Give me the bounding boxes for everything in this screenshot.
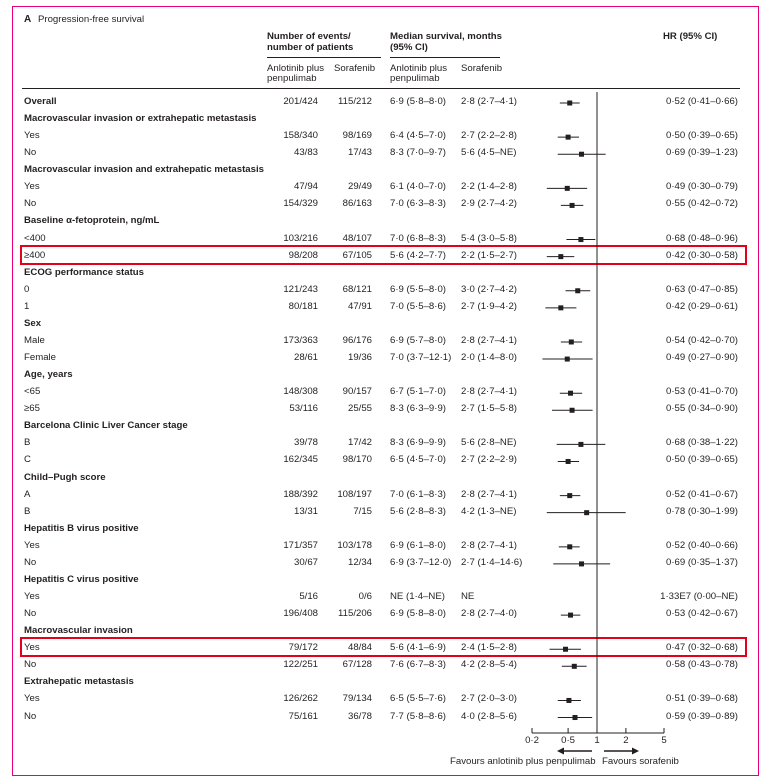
category-label: Child–Pugh score bbox=[24, 471, 106, 483]
median-header-line2: (95% CI) bbox=[390, 42, 428, 53]
hr-point bbox=[566, 459, 571, 464]
cell-ev-a: 79/172 bbox=[288, 642, 318, 654]
cell-ev-a: 5/16 bbox=[299, 591, 318, 603]
cell-med-b: 2·8 (2·7–4·1) bbox=[461, 488, 517, 500]
cell-ev-b: 29/49 bbox=[347, 181, 372, 193]
cell-ev-b: 108/197 bbox=[337, 488, 372, 500]
cell-hr: 0·55 (0·42–0·72) bbox=[666, 198, 738, 210]
hr-point bbox=[565, 357, 570, 362]
cell-ev-b: 98/169 bbox=[342, 130, 372, 142]
hr-point bbox=[578, 442, 583, 447]
row-label: No bbox=[24, 710, 37, 722]
cell-ev-a: 171/357 bbox=[283, 539, 318, 551]
hr-point bbox=[568, 613, 573, 618]
cell-med-b: 2·7 (2·2–2·9) bbox=[461, 454, 517, 466]
row-label: No bbox=[24, 198, 37, 210]
hr-point bbox=[584, 510, 589, 515]
cell-med-b: 5·4 (3·0–5·8) bbox=[461, 232, 517, 244]
cell-med-a: 7·0 (6·3–8·3) bbox=[390, 198, 446, 210]
cell-ev-a: 148/308 bbox=[283, 386, 318, 398]
hr-point bbox=[567, 493, 572, 498]
cell-med-b: 2·7 (2·2–2·8) bbox=[461, 130, 517, 142]
cell-hr: 0·51 (0·39–0·68) bbox=[666, 693, 738, 705]
cell-med-b: 2·7 (2·0–3·0) bbox=[461, 693, 517, 705]
row-label: Yes bbox=[24, 693, 40, 705]
hr-point bbox=[579, 561, 584, 566]
cell-hr: 0·49 (0·27–0·90) bbox=[666, 352, 738, 364]
cell-ev-a: 121/243 bbox=[283, 283, 318, 295]
row-label: A bbox=[24, 488, 31, 500]
cell-ev-a: 53/116 bbox=[289, 403, 318, 415]
cell-med-b: 5·6 (4·5–NE) bbox=[461, 147, 517, 159]
cell-med-a: 7·0 (5·5–8·6) bbox=[390, 300, 446, 312]
cell-ev-a: 196/408 bbox=[283, 608, 318, 620]
cell-med-a: 6·7 (5·1–7·0) bbox=[390, 386, 446, 398]
median-arm-a-line2: penpulimab bbox=[390, 73, 440, 84]
cell-ev-a: 75/161 bbox=[288, 710, 318, 722]
hr-point bbox=[570, 408, 575, 413]
cell-ev-b: 47/91 bbox=[347, 300, 372, 312]
cell-med-b: 4·0 (2·8–5·6) bbox=[461, 710, 517, 722]
cell-hr: 0·68 (0·38–1·22) bbox=[666, 437, 738, 449]
cell-med-a: 6·9 (5·8–8·0) bbox=[390, 608, 446, 620]
cell-med-a: NE (1·4–NE) bbox=[390, 591, 445, 603]
hr-point bbox=[563, 647, 568, 652]
cell-ev-b: 68/121 bbox=[342, 283, 372, 295]
row-label: ≥65 bbox=[24, 403, 40, 415]
cell-med-b: 2·8 (2·7–4·1) bbox=[461, 334, 517, 346]
cell-hr: 0·52 (0·41–0·66) bbox=[666, 96, 738, 107]
cell-med-b: 2·7 (1·4–14·6) bbox=[461, 556, 523, 568]
cell-hr: 0·53 (0·41–0·70) bbox=[666, 386, 738, 398]
favours-left-label: Favours anlotinib plus penpulimab bbox=[450, 756, 596, 767]
row-label: B bbox=[24, 437, 31, 449]
favours-right-label: Favours sorafenib bbox=[602, 756, 679, 767]
cell-med-a: 6·5 (4·5–7·0) bbox=[390, 454, 446, 466]
cell-ev-b: 7/15 bbox=[353, 505, 372, 517]
cell-med-a: 7·0 (3·7–12·1) bbox=[390, 352, 452, 364]
cell-hr: 0·69 (0·39–1·23) bbox=[666, 147, 738, 159]
cell-ev-b: 98/170 bbox=[342, 454, 372, 466]
events-arm-b: Sorafenib bbox=[334, 63, 376, 74]
cell-ev-b: 67/105 bbox=[342, 249, 372, 261]
events-header-line2: number of patients bbox=[267, 42, 354, 53]
panel-title: Progression-free survival bbox=[38, 14, 145, 25]
hr-point bbox=[566, 698, 571, 703]
cell-ev-a: 173/363 bbox=[283, 334, 318, 346]
cell-ev-a: 154/329 bbox=[283, 198, 318, 210]
cell-ev-b: 90/157 bbox=[342, 386, 372, 398]
hr-header: HR (95% CI) bbox=[663, 31, 718, 42]
row-label: No bbox=[24, 147, 37, 159]
cell-ev-b: 79/134 bbox=[342, 693, 372, 705]
median-header-line1: Median survival, months bbox=[390, 31, 502, 42]
hr-point bbox=[569, 339, 574, 344]
hr-point bbox=[567, 544, 572, 549]
cell-ev-b: 17/43 bbox=[347, 147, 372, 159]
cell-med-a: 6·9 (5·7–8·0) bbox=[390, 334, 446, 346]
row-label: <65 bbox=[24, 386, 41, 398]
cell-med-a: 8·3 (7·0–9·7) bbox=[390, 147, 446, 159]
row-label: <400 bbox=[24, 232, 46, 244]
cell-med-a: 7·6 (6·7–8·3) bbox=[390, 659, 446, 671]
hr-point bbox=[558, 254, 563, 259]
cell-ev-a: 80/181 bbox=[288, 300, 318, 312]
hr-point bbox=[575, 288, 580, 293]
row-label: Yes bbox=[24, 181, 40, 193]
cell-med-b: 2·8 (2·7–4·0) bbox=[461, 608, 517, 620]
cell-med-a: 6·1 (4·0–7·0) bbox=[390, 181, 446, 193]
cell-ev-b: 115/212 bbox=[338, 96, 372, 107]
cell-med-b: 4·2 (2·8–5·4) bbox=[461, 659, 517, 671]
category-label: Sex bbox=[24, 317, 42, 329]
cell-ev-a: 43/83 bbox=[293, 147, 318, 159]
favours-left-arrowhead bbox=[557, 748, 564, 755]
category-label: Baseline α-fetoprotein, ng/mL bbox=[24, 215, 160, 227]
hr-point bbox=[570, 203, 575, 208]
hr-point bbox=[567, 101, 572, 106]
cell-ev-a: 39/78 bbox=[293, 437, 318, 449]
cell-ev-b: 67/128 bbox=[342, 659, 372, 671]
cell-hr: 0·63 (0·47–0·85) bbox=[666, 283, 738, 295]
cell-hr: 0·59 (0·39–0·89) bbox=[666, 710, 738, 722]
category-label: Barcelona Clinic Liver Cancer stage bbox=[24, 420, 188, 432]
cell-med-b: 2·9 (2·7–4·2) bbox=[461, 198, 517, 210]
category-label: Age, years bbox=[24, 369, 73, 381]
cell-hr: 0·42 (0·30–0·58) bbox=[666, 249, 738, 261]
events-arm-a-line2: penpulimab bbox=[267, 73, 317, 84]
cell-hr: 0·52 (0·40–0·66) bbox=[666, 539, 738, 551]
cell-ev-a: 28/61 bbox=[293, 352, 318, 364]
events-header-line1: Number of events/ bbox=[267, 31, 351, 42]
cell-med-a: 6·4 (4·5–7·0) bbox=[390, 130, 446, 142]
cell-hr: 0·54 (0·42–0·70) bbox=[666, 334, 738, 346]
cell-ev-a: 122/251 bbox=[283, 659, 318, 671]
category-label: Macrovascular invasion or extrahepatic metastasis bbox=[24, 113, 257, 125]
cell-hr: 0·55 (0·34–0·90) bbox=[666, 403, 738, 415]
cell-med-b: 2·8 (2·7–4·1) bbox=[461, 386, 517, 398]
cell-ev-a: 126/262 bbox=[283, 693, 318, 705]
x-tick-label: 2 bbox=[623, 735, 629, 746]
row-label: No bbox=[24, 659, 37, 671]
cell-hr: 0·68 (0·48–0·96) bbox=[666, 232, 738, 244]
row-label: C bbox=[24, 454, 31, 466]
cell-ev-b: 19/36 bbox=[347, 352, 372, 364]
cell-med-b: 2·2 (1·5–2·7) bbox=[461, 249, 517, 261]
cell-hr: 0·69 (0·35–1·37) bbox=[666, 556, 738, 568]
cell-med-a: 7·0 (6·1–8·3) bbox=[390, 488, 446, 500]
row-label: Yes bbox=[24, 130, 40, 142]
hr-point bbox=[578, 237, 583, 242]
row-label: Overall bbox=[24, 96, 57, 107]
cell-ev-b: 12/34 bbox=[347, 556, 372, 568]
cell-ev-b: 48/84 bbox=[347, 642, 372, 654]
cell-med-a: 8·3 (6·3–9·9) bbox=[390, 403, 446, 415]
cell-med-a: 7·0 (6·8–8·3) bbox=[390, 232, 446, 244]
cell-med-b: 3·0 (2·7–4·2) bbox=[461, 283, 517, 295]
cell-hr: 0·49 (0·30–0·79) bbox=[666, 181, 738, 193]
cell-hr: 0·50 (0·39–0·65) bbox=[666, 454, 738, 466]
category-label: Macrovascular invasion and extrahepatic metastasis bbox=[24, 164, 264, 176]
cell-hr: 0·52 (0·41–0·67) bbox=[666, 488, 738, 500]
hr-point bbox=[565, 186, 570, 191]
median-arm-a-line1: Anlotinib plus bbox=[390, 63, 448, 74]
cell-med-a: 8·3 (6·9–9·9) bbox=[390, 437, 446, 449]
cell-med-b: 2·4 (1·5–2·8) bbox=[461, 642, 517, 654]
cell-med-b: 2·2 (1·4–2·8) bbox=[461, 181, 517, 193]
median-arm-b: Sorafenib bbox=[461, 63, 503, 74]
cell-ev-b: 36/78 bbox=[347, 710, 372, 722]
cell-med-a: 6·9 (5·5–8·0) bbox=[390, 283, 446, 295]
row-label: Yes bbox=[24, 642, 40, 654]
row-label: 1 bbox=[24, 300, 30, 312]
cell-hr: 0·78 (0·30–1·99) bbox=[666, 505, 738, 517]
cell-ev-b: 0/6 bbox=[358, 591, 372, 603]
events-arm-a-line1: Anlotinib plus bbox=[267, 63, 325, 74]
cell-hr: 1·33E7 (0·00–NE) bbox=[660, 591, 738, 603]
category-label: ECOG performance status bbox=[24, 266, 144, 278]
panel-letter: A bbox=[24, 14, 32, 25]
hr-point bbox=[568, 391, 573, 396]
cell-med-b: 2·0 (1·4–8·0) bbox=[461, 352, 517, 364]
cell-med-b: 2·7 (1·5–5·8) bbox=[461, 403, 517, 415]
cell-ev-b: 96/176 bbox=[342, 334, 372, 346]
cell-ev-a: 47/94 bbox=[293, 181, 318, 193]
cell-ev-a: 98/208 bbox=[288, 249, 318, 261]
cell-med-b: 4·2 (1·3–NE) bbox=[461, 505, 517, 517]
x-tick-label: 0·5 bbox=[561, 735, 576, 746]
cell-med-a: 6·5 (5·5–7·6) bbox=[390, 693, 446, 705]
cell-med-a: 5·6 (4·1–6·9) bbox=[390, 642, 446, 654]
row-label: Yes bbox=[24, 539, 40, 551]
cell-med-a: 6·9 (5·8–8·0) bbox=[390, 96, 446, 107]
cell-ev-a: 188/392 bbox=[283, 488, 318, 500]
hr-point bbox=[579, 152, 584, 157]
cell-ev-b: 103/178 bbox=[337, 539, 372, 551]
cell-med-a: 7·7 (5·8–8·6) bbox=[390, 710, 446, 722]
cell-med-b: NE bbox=[461, 591, 475, 603]
cell-med-a: 6·9 (3·7–12·0) bbox=[390, 556, 452, 568]
cell-med-b: 2·7 (1·9–4·2) bbox=[461, 300, 517, 312]
cell-ev-a: 13/31 bbox=[293, 505, 318, 517]
hr-point bbox=[558, 305, 563, 310]
cell-hr: 0·53 (0·42–0·67) bbox=[666, 608, 738, 620]
cell-med-a: 5·6 (2·8–8·3) bbox=[390, 505, 446, 517]
x-tick-label: 1 bbox=[594, 735, 600, 746]
row-label: B bbox=[24, 505, 31, 517]
row-label: Female bbox=[24, 352, 56, 364]
category-label: Hepatitis B virus positive bbox=[24, 522, 139, 534]
row-label: No bbox=[24, 608, 37, 620]
cell-ev-b: 48/107 bbox=[342, 232, 372, 244]
cell-hr: 0·42 (0·29–0·61) bbox=[666, 300, 738, 312]
row-label: 0 bbox=[24, 283, 30, 295]
hr-point bbox=[572, 664, 577, 669]
cell-ev-a: 201/424 bbox=[283, 96, 318, 107]
hr-point bbox=[573, 715, 578, 720]
cell-ev-b: 17/42 bbox=[347, 437, 372, 449]
cell-ev-a: 103/216 bbox=[283, 232, 318, 244]
row-label: No bbox=[24, 556, 37, 568]
x-tick-label: 5 bbox=[661, 735, 667, 746]
cell-ev-a: 30/67 bbox=[293, 556, 318, 568]
cell-hr: 0·58 (0·43–0·78) bbox=[666, 659, 738, 671]
cell-hr: 0·50 (0·39–0·65) bbox=[666, 130, 738, 142]
cell-hr: 0·47 (0·32–0·68) bbox=[666, 642, 738, 654]
row-label: Male bbox=[24, 334, 45, 346]
cell-ev-a: 162/345 bbox=[283, 454, 318, 466]
cell-med-b: 2·8 (2·7–4·1) bbox=[461, 96, 517, 107]
cell-med-a: 6·9 (6·1–8·0) bbox=[390, 539, 446, 551]
cell-ev-b: 25/55 bbox=[347, 403, 372, 415]
cell-ev-b: 86/163 bbox=[342, 198, 372, 210]
category-label: Extrahepatic metastasis bbox=[24, 676, 134, 688]
cell-med-b: 5·6 (2·8–NE) bbox=[461, 437, 517, 449]
cell-ev-a: 158/340 bbox=[283, 130, 318, 142]
row-label: ≥400 bbox=[24, 249, 46, 261]
cell-ev-b: 115/206 bbox=[338, 608, 372, 620]
cell-med-a: 5·6 (4·2–7·7) bbox=[390, 249, 446, 261]
cell-med-b: 2·8 (2·7–4·1) bbox=[461, 539, 517, 551]
favours-right-arrowhead bbox=[632, 748, 639, 755]
row-label: Yes bbox=[24, 591, 40, 603]
category-label: Hepatitis C virus positive bbox=[24, 573, 139, 585]
hr-point bbox=[566, 135, 571, 140]
category-label: Macrovascular invasion bbox=[24, 625, 133, 637]
x-tick-label: 0·2 bbox=[525, 735, 539, 746]
